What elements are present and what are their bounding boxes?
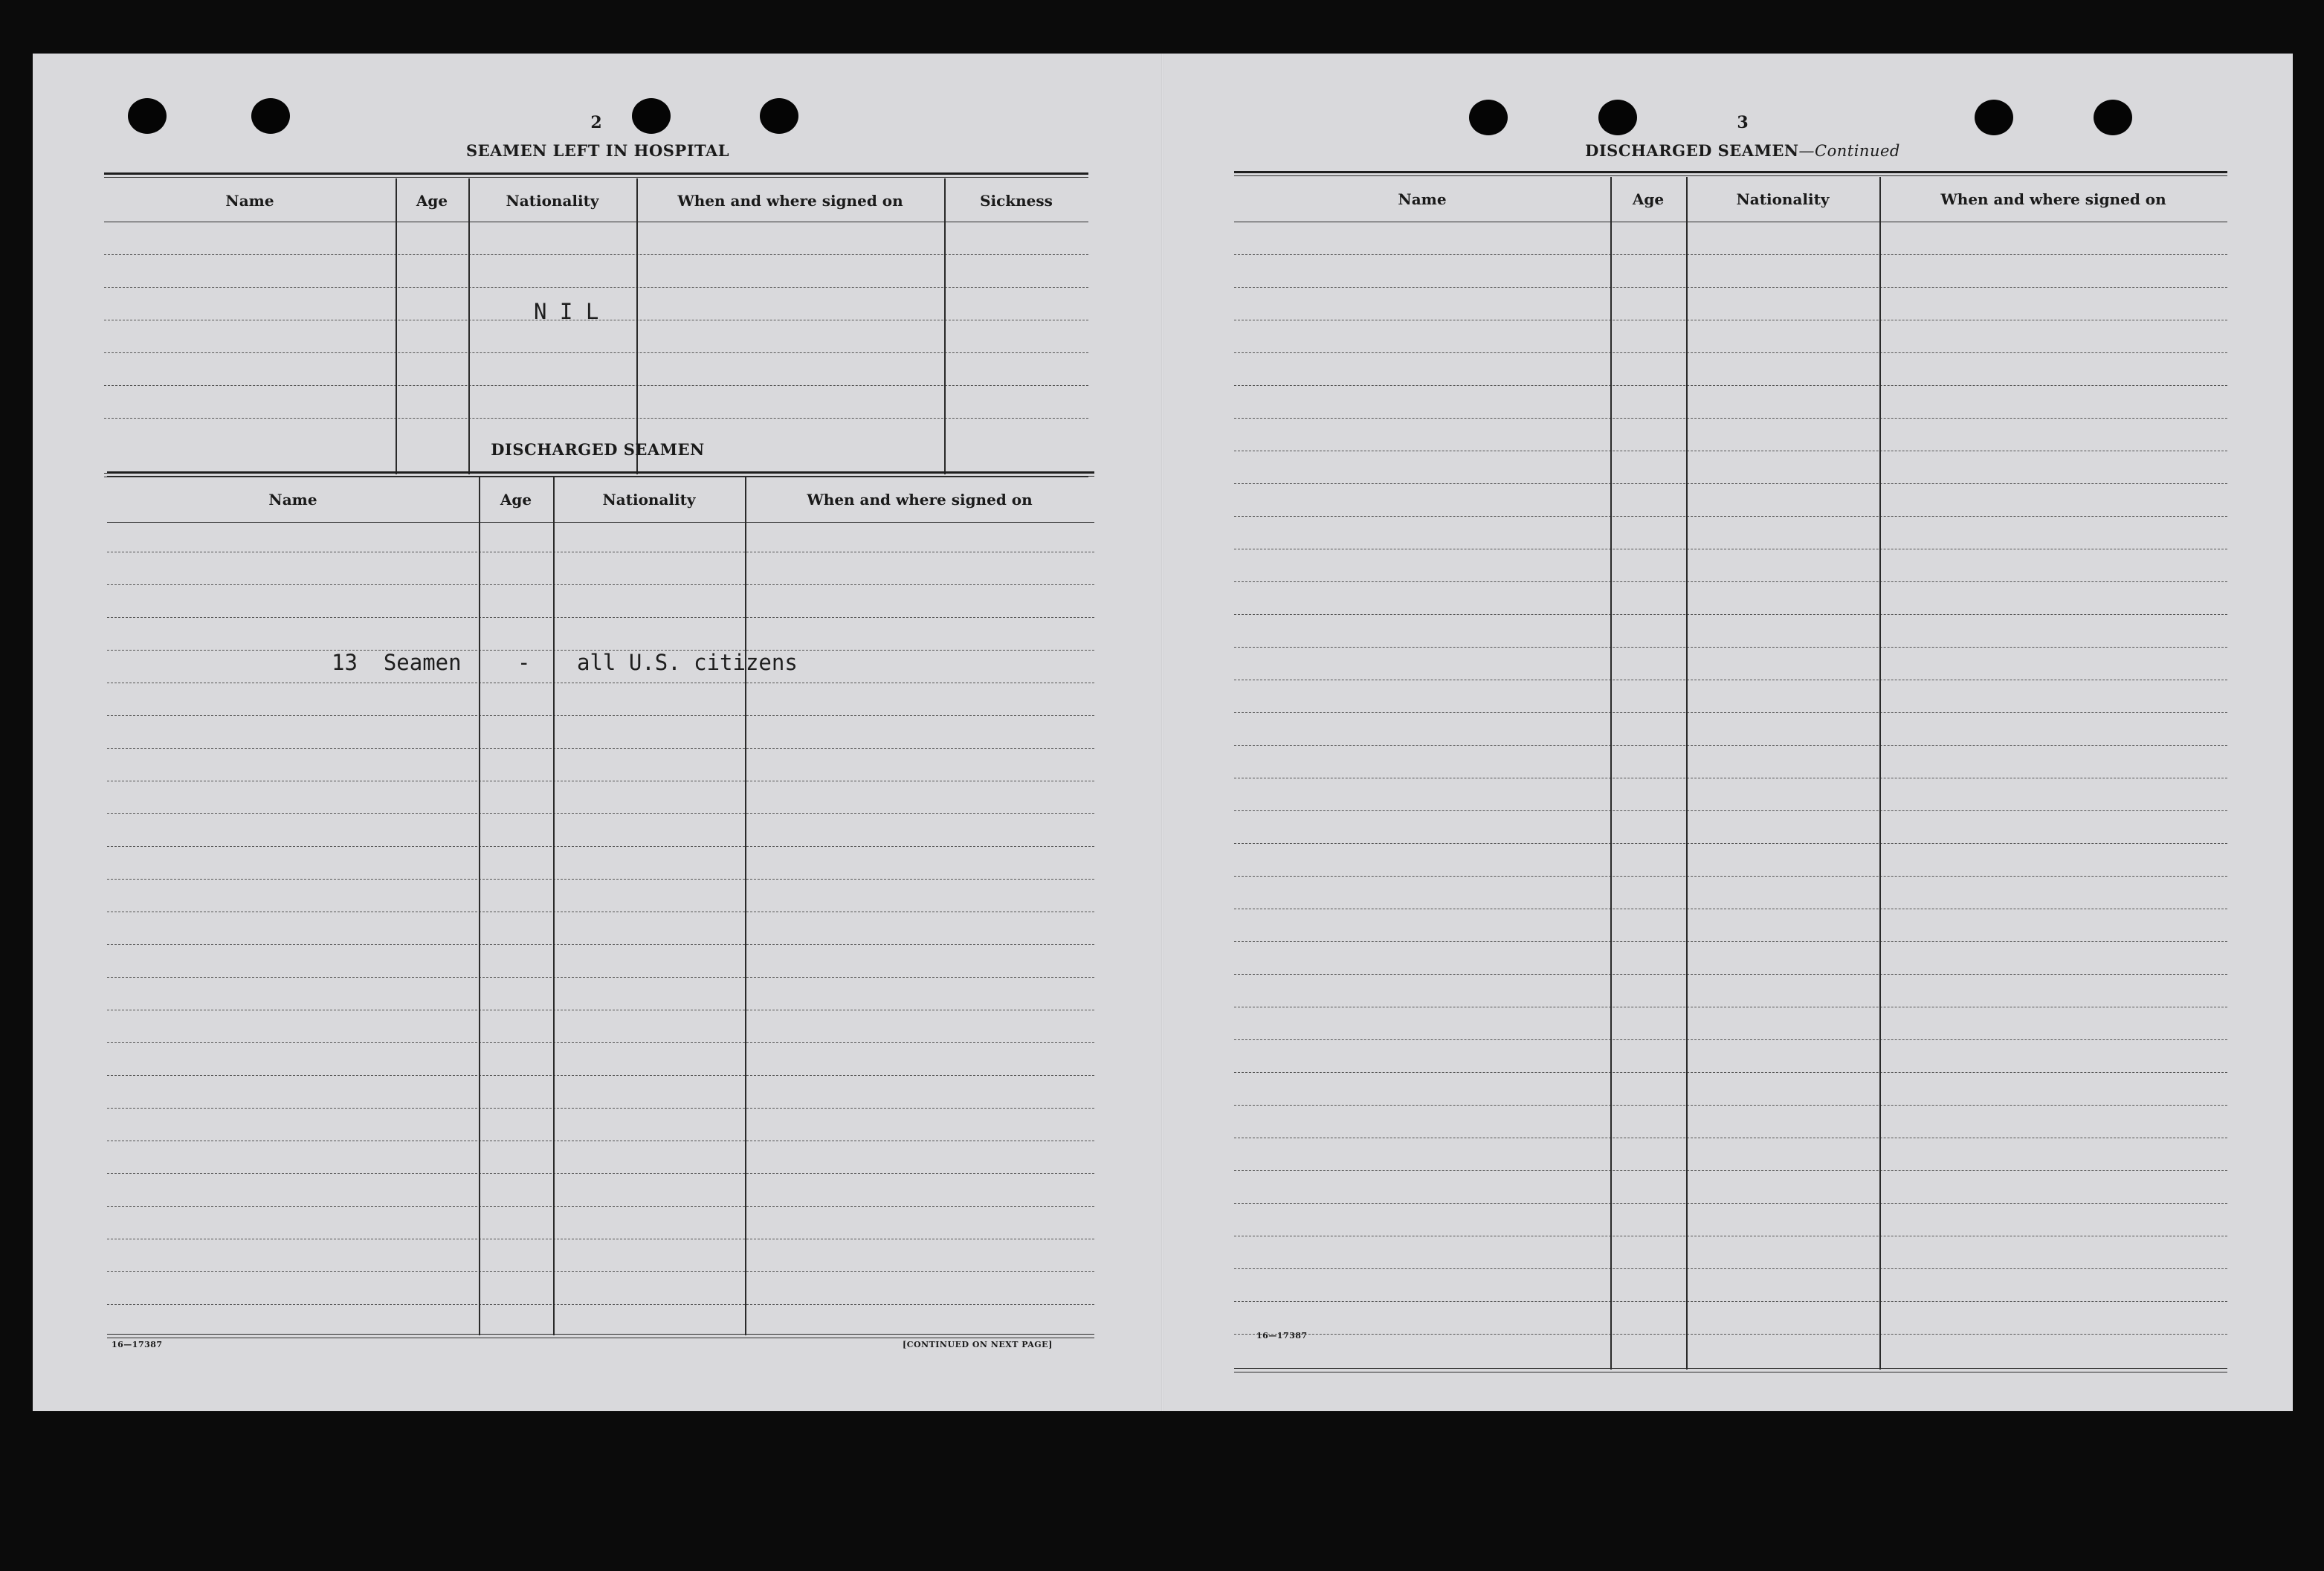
hospital-col-name: Name [225, 192, 274, 210]
discharged-entry-nationality: all U.S. citizens [577, 650, 798, 675]
hospital-entry-nil: N I L [534, 299, 599, 324]
punch-hole [2094, 100, 2132, 135]
punch-hole [632, 98, 671, 134]
discharged-continued-main: DISCHARGED SEAMEN [1585, 141, 1799, 160]
discharged-entry-name: 13 Seamen [332, 650, 462, 675]
punch-hole [251, 98, 290, 134]
discharged-title: DISCHARGED SEAMEN [491, 440, 705, 459]
page-fold [1161, 54, 1163, 1411]
hospital-col-sickness: Sickness [980, 192, 1053, 210]
right-col-signed-on: When and where signed on [1940, 190, 2166, 208]
hospital-table [104, 172, 1088, 477]
form-number-right: 16—17387 [1256, 1331, 1308, 1341]
page-number-right: 3 [1737, 113, 1749, 132]
document-sheet [33, 54, 2293, 1411]
form-number-left: 16—17387 [112, 1340, 163, 1349]
discharged-col-name: Name [268, 491, 317, 509]
right-col-age: Age [1632, 190, 1665, 208]
discharged-continued-suffix: —Continued [1798, 142, 1900, 160]
discharged-entry-age: - [517, 650, 531, 675]
punch-hole [760, 98, 798, 134]
discharged-continued-title [1542, 141, 1943, 160]
hospital-title: SEAMEN LEFT IN HOSPITAL [465, 141, 730, 160]
right-col-nationality: Nationality [1736, 190, 1830, 208]
hospital-col-age: Age [416, 192, 448, 210]
hospital-col-nationality: Nationality [506, 192, 599, 210]
discharged-table-right [1234, 171, 2227, 1375]
punch-hole [1469, 100, 1508, 135]
hospital-col-signed-on: When and where signed on [677, 192, 903, 210]
continued-note: [CONTINUED ON NEXT PAGE] [903, 1340, 1053, 1349]
page-number-left: 2 [590, 113, 602, 132]
punch-hole [1598, 100, 1637, 135]
right-col-name: Name [1398, 190, 1447, 208]
discharged-col-signed-on: When and where signed on [807, 491, 1033, 509]
punch-hole [128, 98, 167, 134]
punch-hole [1975, 100, 2013, 135]
discharged-table-left [107, 471, 1094, 1393]
discharged-col-nationality: Nationality [602, 491, 696, 509]
discharged-col-age: Age [500, 491, 532, 509]
